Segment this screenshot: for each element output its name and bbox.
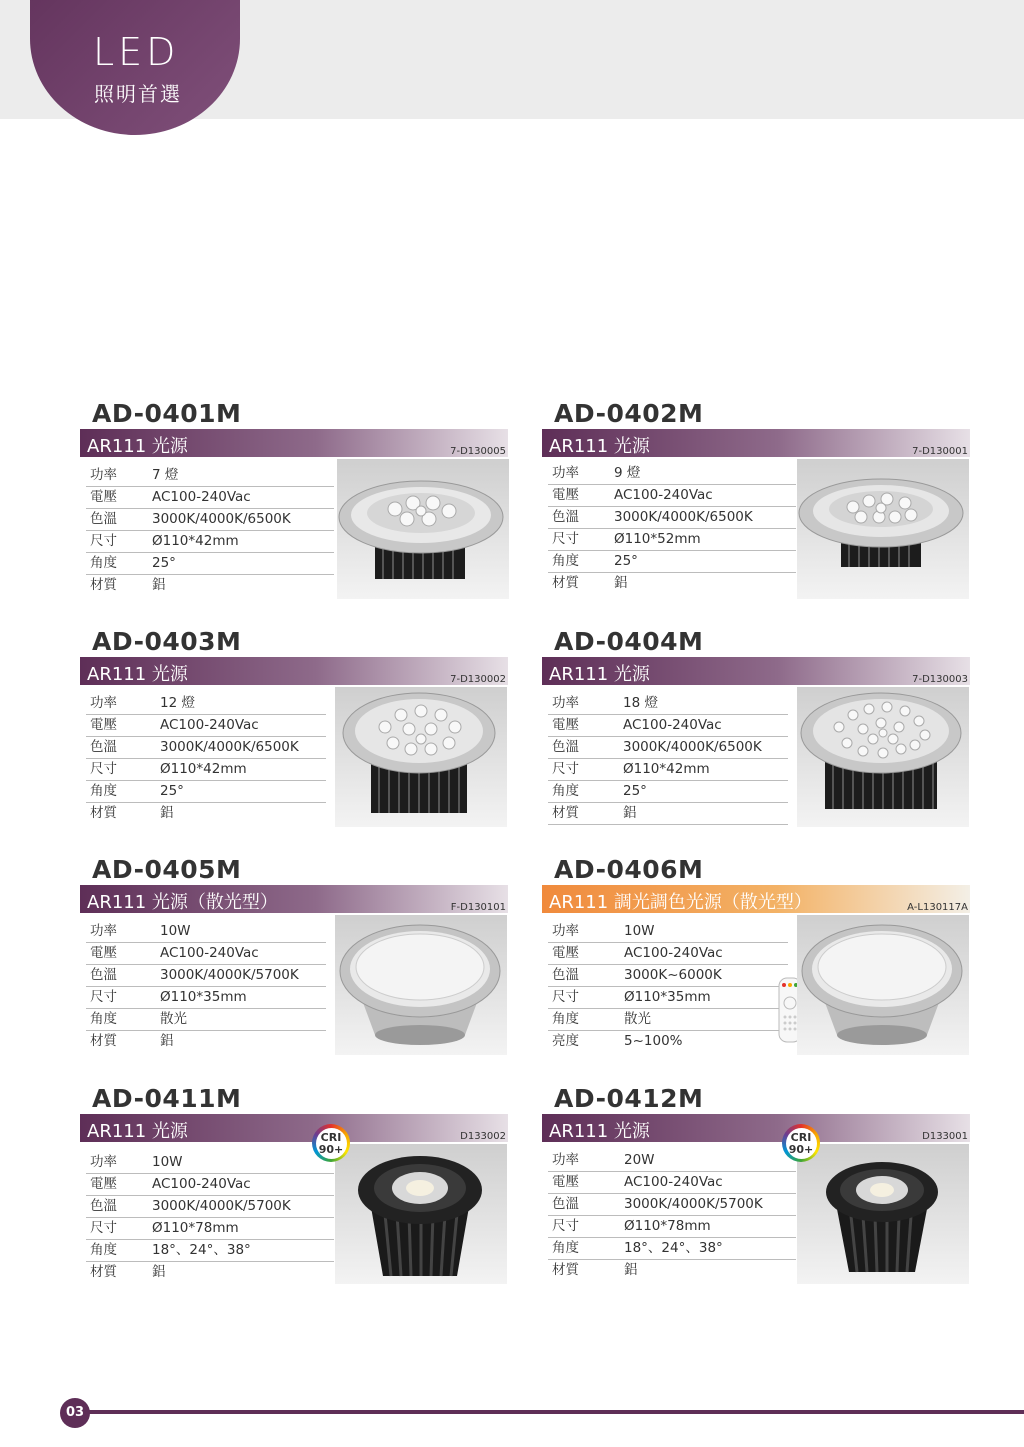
category-bar [542, 885, 970, 913]
page-number: 03 [60, 1398, 90, 1428]
spec-row: 色溫 3000K/4000K/6500K [86, 737, 326, 759]
category-bar [542, 657, 970, 685]
spec-row: 色溫 3000K/4000K/6500K [86, 509, 334, 531]
product-photo [335, 1144, 507, 1284]
spec-table [86, 465, 334, 596]
model-number: AD-0405M [92, 855, 242, 884]
spec-table [548, 693, 788, 825]
category-bar [80, 429, 508, 457]
product-code: 7-D130005 [450, 446, 506, 457]
category-title: AR111 光源 [87, 664, 188, 685]
category-title: AR111 光源（散光型） [87, 892, 278, 913]
spec-row: 尺寸 Ø110*78mm [548, 1216, 796, 1238]
product-code: 7-D130001 [912, 446, 968, 457]
spec-table [86, 1152, 334, 1283]
spec-row: 色溫 3000K/4000K/6500K [548, 737, 788, 759]
model-number: AD-0403M [92, 627, 242, 656]
spec-row: 角度 25° [86, 781, 326, 803]
category-bar [542, 429, 970, 457]
spec-row: 材質 鋁 [548, 803, 788, 825]
model-number: AD-0401M [92, 399, 242, 428]
product-card-ad0403m [80, 627, 512, 837]
category-title: AR111 調光調色光源（散光型） [549, 892, 812, 913]
spec-table [86, 693, 326, 824]
model-number: AD-0406M [554, 855, 704, 884]
spec-table [86, 921, 326, 1052]
product-photo [797, 687, 969, 827]
spec-row: 電壓 AC100-240Vac [548, 715, 788, 737]
spec-row: 材質 鋁 [90, 577, 166, 593]
spec-row: 尺寸 Ø110*42mm [86, 759, 326, 781]
model-number: AD-0404M [554, 627, 704, 656]
spec-row: 電壓 AC100-240Vac [548, 943, 788, 965]
spec-row: 電壓 AC100-240Vac [548, 485, 796, 507]
product-code: 7-D130002 [450, 674, 506, 685]
spec-row: 材質 鋁 [90, 805, 174, 821]
spec-table [548, 463, 796, 594]
spec-row: 角度 25° [548, 551, 796, 573]
category-bar [80, 657, 508, 685]
product-photo [337, 459, 509, 599]
spec-row: 色溫 3000K/4000K/6500K [548, 507, 796, 529]
spec-row: 功率 9 燈 [548, 463, 796, 485]
spec-row: 尺寸 Ø110*42mm [86, 531, 334, 553]
spec-row: 色溫 3000K~6000K [548, 965, 788, 987]
spec-row: 尺寸 Ø110*78mm [86, 1218, 334, 1240]
model-number: AD-0412M [554, 1084, 704, 1113]
spec-row: 角度 25° [86, 553, 334, 575]
product-card-ad0404m [542, 627, 974, 837]
spec-row: 尺寸 Ø110*35mm [548, 987, 788, 1009]
product-code: F-D130101 [450, 902, 506, 913]
spec-row: 角度 散光 [86, 1009, 326, 1031]
spec-row: 材質 鋁 [90, 1033, 174, 1049]
spec-row: 角度 散光 [548, 1009, 788, 1031]
spec-row: 電壓 AC100-240Vac [86, 487, 334, 509]
category-title: AR111 光源 [549, 1121, 650, 1142]
product-code: A-L130117A [907, 902, 968, 913]
spec-row: 角度 18°、24°、38° [548, 1238, 796, 1260]
spec-row: 材質 鋁 [552, 1262, 638, 1278]
spec-table [548, 1150, 796, 1281]
category-title: AR111 光源 [549, 664, 650, 685]
brand-title: LED [93, 30, 180, 74]
spec-row: 功率 12 燈 [86, 693, 326, 715]
product-card-ad0402m [542, 399, 974, 609]
spec-row: 材質 鋁 [90, 1264, 166, 1280]
spec-row: 電壓 AC100-240Vac [548, 1172, 796, 1194]
product-code: D133002 [460, 1131, 506, 1142]
category-bar [80, 1114, 508, 1142]
category-title: AR111 光源 [87, 1121, 188, 1142]
cri-badge-icon: CRI 90+ [312, 1124, 350, 1162]
cri-badge-icon: CRI 90+ [782, 1124, 820, 1162]
product-card-ad0411m [80, 1084, 512, 1294]
product-card-ad0405m [80, 855, 512, 1065]
product-card-ad0406m [542, 855, 974, 1065]
category-bar [80, 885, 508, 913]
category-bar [542, 1114, 970, 1142]
spec-row: 電壓 AC100-240Vac [86, 1174, 334, 1196]
footer-divider [78, 1410, 1024, 1414]
spec-table [548, 921, 788, 1052]
spec-row: 尺寸 Ø110*42mm [548, 759, 788, 781]
product-photo [797, 459, 969, 599]
spec-row: 功率 20W [548, 1150, 796, 1172]
spec-row: 尺寸 Ø110*35mm [86, 987, 326, 1009]
category-title: AR111 光源 [549, 436, 650, 457]
product-photo [335, 687, 507, 827]
spec-row: 電壓 AC100-240Vac [86, 715, 326, 737]
model-number: AD-0411M [92, 1084, 242, 1113]
spec-row: 電壓 AC100-240Vac [86, 943, 326, 965]
product-card-ad0401m [80, 399, 512, 609]
category-title: AR111 光源 [87, 436, 188, 457]
spec-row: 功率 10W [86, 1152, 334, 1174]
product-card-ad0412m [542, 1084, 974, 1294]
product-photo [335, 915, 507, 1055]
spec-row: 色溫 3000K/4000K/5700K [86, 1196, 334, 1218]
product-photo [797, 915, 969, 1055]
spec-row: 色溫 3000K/4000K/5700K [548, 1194, 796, 1216]
spec-row: 功率 10W [86, 921, 326, 943]
spec-row: 功率 7 燈 [86, 465, 334, 487]
spec-row: 色溫 3000K/4000K/5700K [86, 965, 326, 987]
spec-row: 角度 18°、24°、38° [86, 1240, 334, 1262]
spec-row: 角度 25° [548, 781, 788, 803]
spec-row: 尺寸 Ø110*52mm [548, 529, 796, 551]
model-number: AD-0402M [554, 399, 704, 428]
product-code: D133001 [922, 1131, 968, 1142]
product-code: 7-D130003 [912, 674, 968, 685]
spec-row: 功率 10W [548, 921, 788, 943]
spec-row: 材質 鋁 [552, 575, 628, 591]
spec-row: 亮度 5~100% [552, 1033, 683, 1049]
brand-subtitle: 照明首選 [94, 82, 182, 106]
product-photo [797, 1144, 969, 1284]
spec-row: 功率 18 燈 [548, 693, 788, 715]
